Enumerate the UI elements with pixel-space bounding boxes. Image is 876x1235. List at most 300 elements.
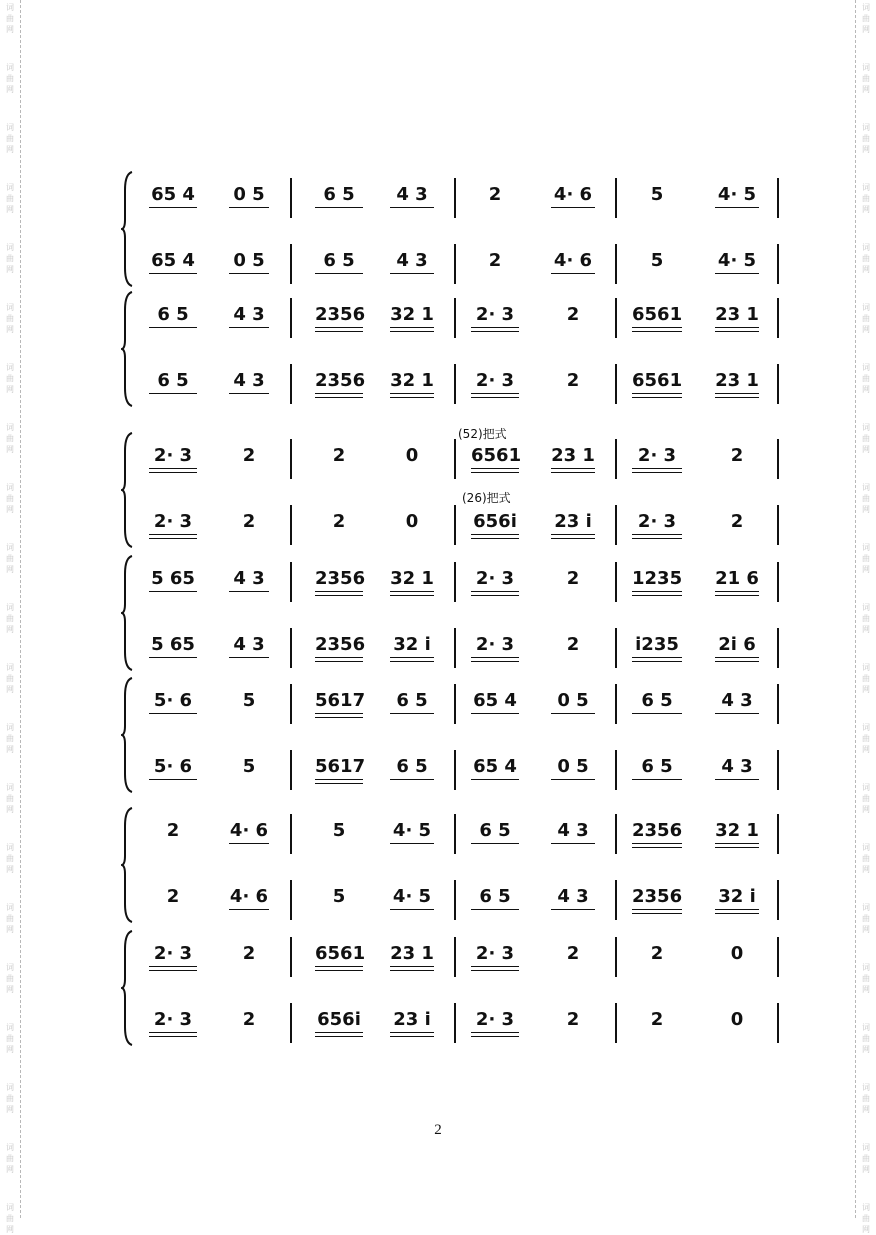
note-text: 6 5 [157,304,189,325]
note-text: 2 [730,445,744,466]
barline-end [777,505,779,545]
staff-row [137,682,777,728]
note-group [229,886,269,908]
watermark-glyph: 曲 [6,434,14,443]
watermark-glyph: 曲 [862,74,870,83]
note-group [715,184,759,206]
note-group [315,568,366,590]
barline [615,937,617,977]
underline [632,909,682,910]
note-text: 2 [242,511,256,532]
watermark-glyph: 网 [862,385,870,394]
underline [390,966,434,967]
note-group [149,184,197,206]
note-group [149,1009,197,1031]
note-text: 6 5 [323,250,355,271]
barline [454,628,456,668]
underline [315,713,363,714]
watermark-glyph: 词 [862,843,870,852]
watermark-glyph: 网 [6,805,14,814]
note-group [149,250,197,272]
note-group [551,511,595,533]
underline [390,909,434,910]
underline [551,538,595,539]
note-group [390,690,434,712]
note-text: 2 [650,1009,664,1030]
note-group [715,820,759,842]
underline [471,779,519,780]
underline [471,331,519,332]
note-group [632,886,682,908]
underline [390,713,434,714]
underline [715,847,759,848]
underline [149,538,197,539]
watermark-glyph: 网 [862,865,870,874]
watermark-glyph: 词 [862,1083,870,1092]
underline [632,591,682,592]
barline [290,244,292,284]
watermark-glyph: 曲 [6,974,14,983]
note-text: 5 [332,820,346,841]
watermark-glyph: 网 [6,925,14,934]
watermark-glyph-group [0,842,20,875]
underline [149,713,197,714]
watermark-glyph: 词 [862,903,870,912]
note-text: 32 1 [390,568,434,589]
watermark-glyph: 词 [6,783,14,792]
underline [149,273,197,274]
underline [149,966,197,967]
watermark-glyph: 网 [6,1045,14,1054]
note-text: 5 [332,886,346,907]
watermark-glyph: 词 [6,1083,14,1092]
note-group [632,568,682,590]
watermark-glyph: 词 [862,123,870,132]
watermark-glyph: 词 [6,1023,14,1032]
watermark-glyph: 网 [6,685,14,694]
watermark-glyph: 曲 [6,674,14,683]
underline [471,538,519,539]
note-text: 32 1 [390,304,434,325]
watermark-glyph: 曲 [6,14,14,23]
underline [315,591,363,592]
underline [315,273,363,274]
watermark-glyph: 曲 [862,734,870,743]
system-brace [121,554,133,672]
underline [390,657,434,658]
underline [390,393,434,394]
watermark-glyph: 曲 [862,914,870,923]
underline [390,970,434,971]
note-text: 4 3 [233,370,265,391]
note-group [471,511,519,533]
underline [715,393,759,394]
barline [290,684,292,724]
watermark-glyph: 网 [6,25,14,34]
note-text: 65 4 [151,184,195,205]
barline [454,244,456,284]
note-group [551,634,595,656]
underline [715,397,759,398]
watermark-glyph: 网 [862,25,870,34]
watermark-glyph-group [0,122,20,155]
barline-end [777,937,779,977]
note-group [632,1009,682,1031]
barline [454,937,456,977]
barline [615,178,617,218]
note-text: 6 5 [479,820,511,841]
underline [315,779,363,780]
watermark-glyph: 曲 [6,254,14,263]
watermark-glyph: 词 [6,723,14,732]
note-text: 6561 [471,445,522,466]
watermark-glyph: 词 [862,963,870,972]
watermark-glyph: 网 [6,1165,14,1174]
note-group [229,370,269,392]
underline [715,779,759,780]
watermark-glyph: 词 [862,1203,870,1212]
note-text: 2356 [315,568,366,589]
note-group [390,250,434,272]
note-group [229,184,269,206]
watermark-glyph: 曲 [6,494,14,503]
underline [149,970,197,971]
watermark-glyph: 词 [6,483,14,492]
note-text: 32 i [393,634,431,655]
note-group [229,943,269,965]
note-group [551,820,595,842]
underline [551,534,595,535]
watermark-glyph-group [856,602,876,635]
watermark-glyph: 网 [6,325,14,334]
underline [471,327,519,328]
barline-end [777,439,779,479]
watermark-glyph: 词 [862,63,870,72]
watermark-glyph: 网 [862,985,870,994]
watermark-glyph: 词 [6,303,14,312]
watermark-glyph: 曲 [862,1094,870,1103]
watermark-glyph: 网 [6,265,14,274]
underline [551,207,595,208]
note-text: 2356 [315,634,366,655]
note-text: 5· 6 [153,756,193,777]
note-group [149,690,197,712]
note-group [149,634,197,656]
barline-end [777,814,779,854]
note-group [390,370,434,392]
underline [715,327,759,328]
note-text: 6 5 [157,370,189,391]
note-text: 1235 [632,568,683,589]
barline [615,684,617,724]
barline [615,439,617,479]
watermark-glyph: 词 [862,3,870,12]
barline [290,750,292,790]
barline [454,814,456,854]
note-text: 656i [473,511,517,532]
watermark-glyph: 网 [862,1225,870,1234]
note-group [551,250,595,272]
watermark-glyph-group [0,182,20,215]
note-group [390,511,434,533]
barline [290,178,292,218]
watermark-glyph: 网 [6,85,14,94]
underline [471,909,519,910]
note-group [229,250,269,272]
note-text: 6 5 [396,690,428,711]
note-text: 2· 3 [637,511,677,532]
watermark-glyph: 网 [862,445,870,454]
system-brace [121,929,133,1047]
note-group [471,184,519,206]
watermark-glyph: 词 [6,1203,14,1212]
note-group [715,568,759,590]
note-text: 2356 [315,370,366,391]
watermark-glyph: 曲 [6,1154,14,1163]
note-text: 6 5 [396,756,428,777]
watermark-glyph: 网 [862,1045,870,1054]
system-brace [121,431,133,549]
watermark-glyph: 曲 [862,254,870,263]
underline [149,1036,197,1037]
watermark-glyph-group [856,542,876,575]
underline [632,393,682,394]
note-text: 5 [650,184,664,205]
watermark-glyph-group [0,1082,20,1115]
note-text: 0 [405,445,419,466]
note-text: 2 [242,445,256,466]
note-group [632,943,682,965]
staff-row [137,878,777,924]
underline [715,843,759,844]
underline [551,713,595,714]
note-text: 2 [242,1009,256,1030]
watermark-glyph: 网 [862,685,870,694]
watermark-glyph: 词 [862,423,870,432]
underline [632,913,682,914]
note-text: 2356 [632,886,683,907]
underline [715,909,759,910]
watermark-glyph: 词 [862,243,870,252]
underline [632,657,682,658]
underline [471,393,519,394]
note-group [390,1009,434,1031]
note-group [632,250,682,272]
watermark-glyph-group [0,1142,20,1175]
barline [454,364,456,404]
watermark-glyph: 曲 [6,854,14,863]
underline [715,657,759,658]
watermark-glyph-group [856,902,876,935]
note-group [632,511,682,533]
note-group [551,370,595,392]
note-group [632,184,682,206]
watermark-glyph: 曲 [862,1034,870,1043]
watermark-glyph: 网 [862,565,870,574]
barline-end [777,178,779,218]
watermark-glyph: 网 [862,265,870,274]
note-text: 0 5 [233,250,265,271]
underline [315,657,363,658]
watermark-glyph: 词 [862,363,870,372]
barline [290,937,292,977]
note-text: 65 4 [473,690,517,711]
note-group [471,370,519,392]
watermark-glyph-group [0,62,20,95]
watermark-glyph: 词 [862,723,870,732]
system-brace [121,676,133,794]
note-text: 0 5 [557,690,589,711]
note-text: 4 3 [557,886,589,907]
note-text: 2 [566,1009,580,1030]
note-text: 2 [166,820,180,841]
watermark-glyph: 曲 [862,614,870,623]
underline [315,717,363,718]
underline [632,534,682,535]
underline [715,273,759,274]
barline [615,364,617,404]
note-group [551,886,595,908]
page-number: 2 [434,1122,442,1138]
watermark-glyph: 曲 [862,374,870,383]
barline-end [777,1003,779,1043]
note-group [315,756,366,778]
note-text: 32 i [718,886,756,907]
note-text: 2· 3 [475,943,515,964]
note-text: 2· 3 [475,1009,515,1030]
note-text: 5 [650,250,664,271]
watermark-glyph: 曲 [6,614,14,623]
annotation-lower: (26)把式 [462,491,511,505]
watermark-glyph-group [856,662,876,695]
watermark-glyph: 词 [862,543,870,552]
watermark-glyph-group [0,482,20,515]
note-text: 5 [242,690,256,711]
note-group [390,184,434,206]
note-group [551,690,595,712]
note-group [632,634,682,656]
watermark-glyph-group [856,782,876,815]
note-group [315,445,363,467]
note-group [149,886,197,908]
note-group [315,304,366,326]
note-text: 32 1 [390,370,434,391]
watermark-glyph: 网 [862,1105,870,1114]
barline [454,684,456,724]
note-text: 2 [488,250,502,271]
note-text: 2 [242,943,256,964]
watermark-glyph-group [0,902,20,935]
note-text: 2 [566,634,580,655]
underline [390,843,434,844]
note-text: 0 [730,1009,744,1030]
underline [632,331,682,332]
watermark-glyph: 词 [6,603,14,612]
watermark-glyph: 网 [6,1105,14,1114]
note-text: 2· 3 [475,568,515,589]
barline [615,750,617,790]
staff-row [137,176,777,222]
note-text: 23 i [393,1009,431,1030]
watermark-glyph: 词 [6,543,14,552]
underline [715,913,759,914]
note-text: 4 3 [396,184,428,205]
watermark-glyph: 网 [862,805,870,814]
note-text: 4· 6 [553,250,593,271]
underline [471,468,519,469]
note-text: 4· 5 [392,820,432,841]
barline [290,814,292,854]
watermark-glyph: 网 [862,145,870,154]
underline [229,657,269,658]
underline [229,843,269,844]
underline [315,331,363,332]
barline [454,880,456,920]
underline [632,847,682,848]
note-group [229,304,269,326]
watermark-glyph-group [0,602,20,635]
note-group [149,943,197,965]
note-group [149,820,197,842]
note-group [390,943,434,965]
underline [632,397,682,398]
note-group [315,250,363,272]
note-text: 2· 3 [637,445,677,466]
note-group [471,820,519,842]
barline [454,505,456,545]
note-group [471,445,522,467]
watermark-glyph: 网 [6,505,14,514]
note-group [551,943,595,965]
underline [390,661,434,662]
note-group [715,690,759,712]
watermark-glyph: 曲 [6,734,14,743]
watermark-glyph: 网 [6,1225,14,1234]
note-text: 5617 [315,690,366,711]
note-group [632,690,682,712]
underline [471,472,519,473]
note-text: 23 i [554,511,592,532]
underline [315,327,363,328]
barline [615,298,617,338]
note-text: 4· 6 [229,886,269,907]
barline [615,1003,617,1043]
underline [632,472,682,473]
barline [454,750,456,790]
note-group [315,370,366,392]
underline [390,327,434,328]
note-text: 4 3 [396,250,428,271]
note-text: 21 6 [715,568,759,589]
note-group [471,634,519,656]
note-text: 4 3 [233,304,265,325]
watermark-glyph: 曲 [862,1154,870,1163]
note-text: 2 [332,445,346,466]
underline [551,273,595,274]
note-group [229,690,269,712]
underline [229,327,269,328]
watermark-glyph: 网 [6,865,14,874]
system-brace [121,806,133,924]
watermark-glyph: 词 [6,243,14,252]
note-group [715,370,759,392]
watermark-glyph-group [856,722,876,755]
note-group [632,756,682,778]
note-text: 4· 6 [553,184,593,205]
watermark-glyph: 曲 [6,74,14,83]
barline-end [777,880,779,920]
underline [551,779,595,780]
